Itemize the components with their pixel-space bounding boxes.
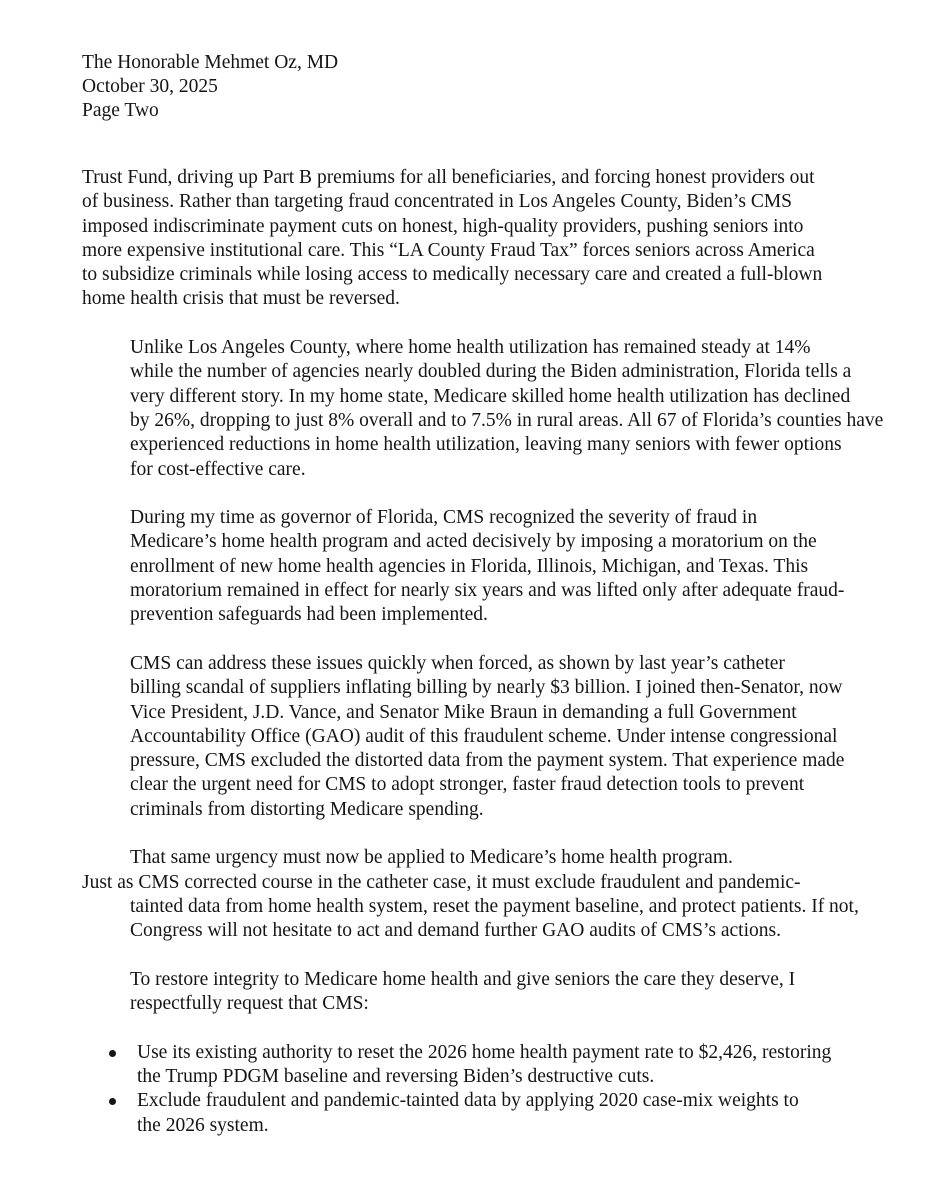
page-number-line: Page Two xyxy=(82,100,159,121)
text-line: moratorium remained in effect for nearly six years and was lifted only after adequate fraud- xyxy=(130,580,845,602)
paragraph-request xyxy=(82,968,852,1017)
text-line: to subsidize criminals while losing access to medically necessary care and created a full-blown xyxy=(82,264,823,286)
text-line: the Trump PDGM baseline and reversing Biden’s destructive cuts. xyxy=(137,1065,655,1087)
paragraph-catheter-scandal xyxy=(82,652,852,822)
text-line: the 2026 system. xyxy=(137,1114,269,1136)
text-line: Accountability Office (GAO) audit of this fraudulent scheme. Under intense congressional xyxy=(130,725,838,747)
text-line: Congress will not hesitate to act and demand further GAO audits of CMS’s actions. xyxy=(130,920,781,942)
text-line: prevention safeguards had been implemented. xyxy=(130,604,488,626)
text-line: by 26%, dropping to just 8% overall and to 7.5% in rural areas. All 67 of Florida’s counties have xyxy=(130,409,884,431)
date-line: October 30, 2025 xyxy=(82,76,218,97)
text-line: pressure, CMS excluded the distorted data from the payment system. That experience made xyxy=(130,750,845,772)
text-line: tainted data from home health system, reset the payment baseline, and protect patients. If not, xyxy=(130,895,859,917)
bullet-item xyxy=(109,1041,852,1090)
text-line: Just as CMS corrected course in the catheter case, it must exclude fraudulent and pandemic- xyxy=(82,871,801,893)
text-line: To restore integrity to Medicare home health and give seniors the care they deserve, I xyxy=(130,968,796,990)
text-line: Medicare’s home health program and acted decisively by imposing a moratorium on the xyxy=(130,531,817,553)
paragraph-moratorium xyxy=(82,506,852,627)
text-line: experienced reductions in home health utilization, leaving many seniors with fewer options xyxy=(130,434,842,456)
paragraph-continuation xyxy=(82,166,852,312)
text-line: imposed indiscriminate payment cuts on honest, high-quality providers, pushing seniors into xyxy=(82,215,804,237)
text-line: Unlike Los Angeles County, where home health utilization has remained steady at 14% xyxy=(130,337,811,359)
bullet-item xyxy=(109,1089,852,1138)
text-line: Vice President, J.D. Vance, and Senator Mike Braun in demanding a full Government xyxy=(130,701,797,723)
text-line: enrollment of new home health agencies in Florida, Illinois, Michigan, and Texas. This xyxy=(130,555,809,577)
recipient-line: The Honorable Mehmet Oz, MD xyxy=(82,52,339,73)
text-line: while the number of agencies nearly doubled during the Biden administration, Florida tells a xyxy=(130,361,852,383)
letter-body xyxy=(82,166,884,1138)
letter-header xyxy=(82,51,338,123)
text-line: Use its existing authority to reset the 2026 home health payment rate to $2,426, restoring xyxy=(137,1041,832,1063)
text-line: respectfully request that CMS: xyxy=(130,993,369,1015)
paragraph-florida-utilization xyxy=(82,336,884,482)
text-line: Exclude fraudulent and pandemic-tainted data by applying 2020 case-mix weights to xyxy=(137,1090,799,1112)
text-line: billing scandal of suppliers inflating billing by nearly $3 billion. I joined then-Senator, now xyxy=(130,677,843,699)
text-line: That same urgency must now be applied to Medicare’s home health program. xyxy=(130,847,733,869)
text-line: home health crisis that must be reversed. xyxy=(82,288,400,310)
bullet-dot-icon xyxy=(109,1050,116,1057)
text-line: Trust Fund, driving up Part B premiums for all beneficiaries, and forcing honest providers out xyxy=(82,167,815,188)
text-line: of business. Rather than targeting fraud concentrated in Los Angeles County, Biden’s CMS xyxy=(82,191,793,213)
text-line: CMS can address these issues quickly when forced, as shown by last year’s catheter xyxy=(130,652,785,674)
text-line: During my time as governor of Florida, CMS recognized the severity of fraud in xyxy=(130,507,758,529)
paragraph-urgency xyxy=(82,846,859,943)
request-bullet-list xyxy=(82,1041,852,1138)
text-line: clear the urgent need for CMS to adopt stronger, faster fraud detection tools to prevent xyxy=(130,774,805,796)
text-line: more expensive institutional care. This “LA County Fraud Tax” forces seniors across America xyxy=(82,239,815,261)
text-line: for cost-effective care. xyxy=(130,458,306,480)
bullet-dot-icon xyxy=(109,1098,116,1105)
text-line: criminals from distorting Medicare spending. xyxy=(130,798,484,820)
text-line: very different story. In my home state, Medicare skilled home health utilization has declined xyxy=(130,385,851,407)
